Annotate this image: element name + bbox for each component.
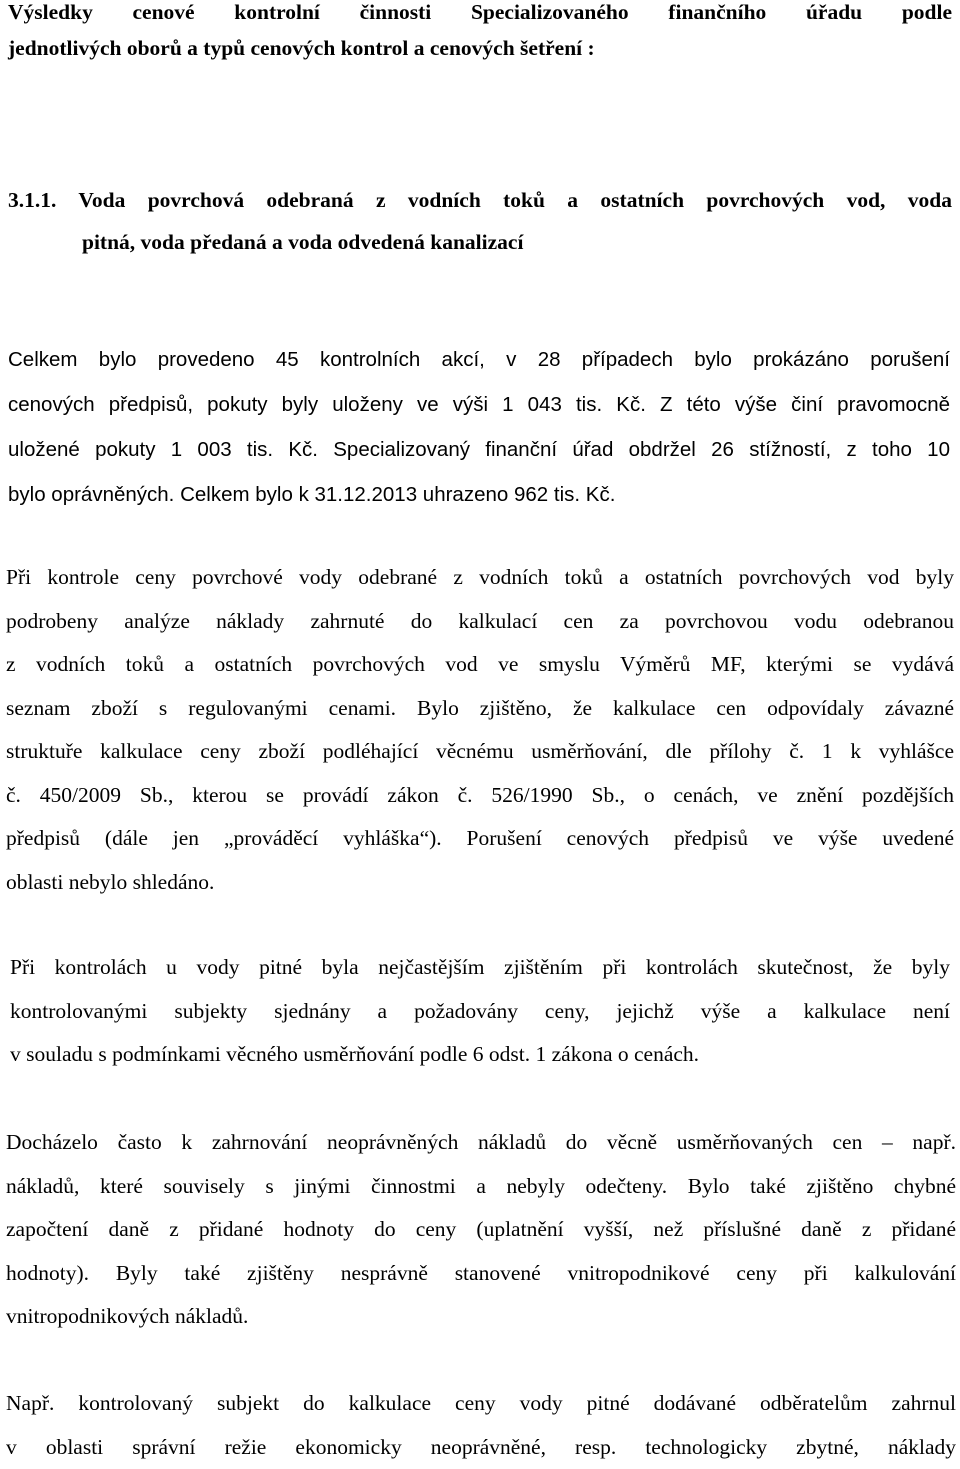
paragraph-line: seznam zboží s regulovanými cenami. Bylo zjištěno, že kalkulace cen odpovídaly závazné: [6, 687, 954, 731]
example-paragraph: [6, 1382, 956, 1469]
heading-line: jednotlivých oborů a typů cenových kontrol a cenových šetření :: [8, 30, 952, 66]
paragraph-line: oblasti nebylo shledáno.: [6, 861, 954, 905]
paragraph-line: nákladů, které souvisely s jinými činnostmi a nebyly odečteny. Bylo také zjištěno chybné: [6, 1165, 956, 1209]
paragraph-line: započtení daně z přidané hodnoty do ceny (uplatnění vyšší, než příslušné daně z přidané: [6, 1208, 956, 1252]
paragraph-line: Např. kontrolovaný subjekt do kalkulace ceny vody pitné dodávané odběratelům zahrnul: [6, 1382, 956, 1426]
costs-paragraph: [6, 1121, 956, 1339]
paragraph-line: Při kontrole ceny povrchové vody odebrané z vodních toků a ostatních povrchových vod byly: [6, 556, 954, 600]
summary-paragraph: [8, 337, 950, 517]
section-heading-continuation: [82, 224, 952, 260]
document-heading: [8, 0, 952, 66]
drinking-water-paragraph: [10, 946, 950, 1077]
heading-line: Výsledky cenové kontrolní činnosti Specializovaného finančního úřadu podle: [8, 0, 952, 30]
paragraph-line: cenových předpisů, pokuty byly uloženy ve výši 1 043 tis. Kč. Z této výše činí pravomocně: [8, 382, 950, 427]
paragraph-line: uložené pokuty 1 003 tis. Kč. Specializovaný finanční úřad obdržel 26 stížností, z toho 10: [8, 427, 950, 472]
paragraph-line: z vodních toků a ostatních povrchových vod ve smyslu Výměrů MF, kterými se vydává: [6, 643, 954, 687]
surface-water-paragraph: [6, 556, 954, 904]
paragraph-line: podrobeny analýze náklady zahrnuté do kalkulací cen za povrchovou vodu odebranou: [6, 600, 954, 644]
section-heading: [8, 182, 952, 218]
paragraph-line: v oblasti správní režie ekonomicky neoprávněné, resp. technologicky zbytné, náklady: [6, 1426, 956, 1469]
paragraph-line: hodnoty). Byly také zjištěny nesprávně stanovené vnitropodnikové ceny při kalkulování: [6, 1252, 956, 1296]
paragraph-line: bylo oprávněných. Celkem bylo k 31.12.2013 uhrazeno 962 tis. Kč.: [8, 472, 950, 517]
paragraph-line: vnitropodnikových nákladů.: [6, 1295, 956, 1339]
paragraph-line: Při kontrolách u vody pitné byla nejčastějším zjištěním při kontrolách skutečnost, že byly: [10, 946, 950, 990]
paragraph-line: v souladu s podmínkami věcného usměrňování podle 6 odst. 1 zákona o cenách.: [10, 1033, 950, 1077]
section-heading-line: 3.1.1. Voda povrchová odebraná z vodních toků a ostatních povrchových vod, voda: [8, 182, 952, 218]
paragraph-line: Celkem bylo provedeno 45 kontrolních akcí, v 28 případech bylo prokázáno porušení: [8, 337, 950, 382]
paragraph-line: struktuře kalkulace ceny zboží podléhající věcnému usměrňování, dle přílohy č. 1 k vyhlášce: [6, 730, 954, 774]
section-heading-line: pitná, voda předaná a voda odvedená kanalizací: [82, 224, 952, 260]
paragraph-line: předpisů (dále jen „prováděcí vyhláška“). Porušení cenových předpisů ve výše uvedené: [6, 817, 954, 861]
paragraph-line: Docházelo často k zahrnování neoprávněných nákladů do věcně usměrňovaných cen – např.: [6, 1121, 956, 1165]
paragraph-line: kontrolovanými subjekty sjednány a požadovány ceny, jejichž výše a kalkulace není: [10, 990, 950, 1034]
paragraph-line: č. 450/2009 Sb., kterou se provádí zákon č. 526/1990 Sb., o cenách, ve znění pozdějších: [6, 774, 954, 818]
